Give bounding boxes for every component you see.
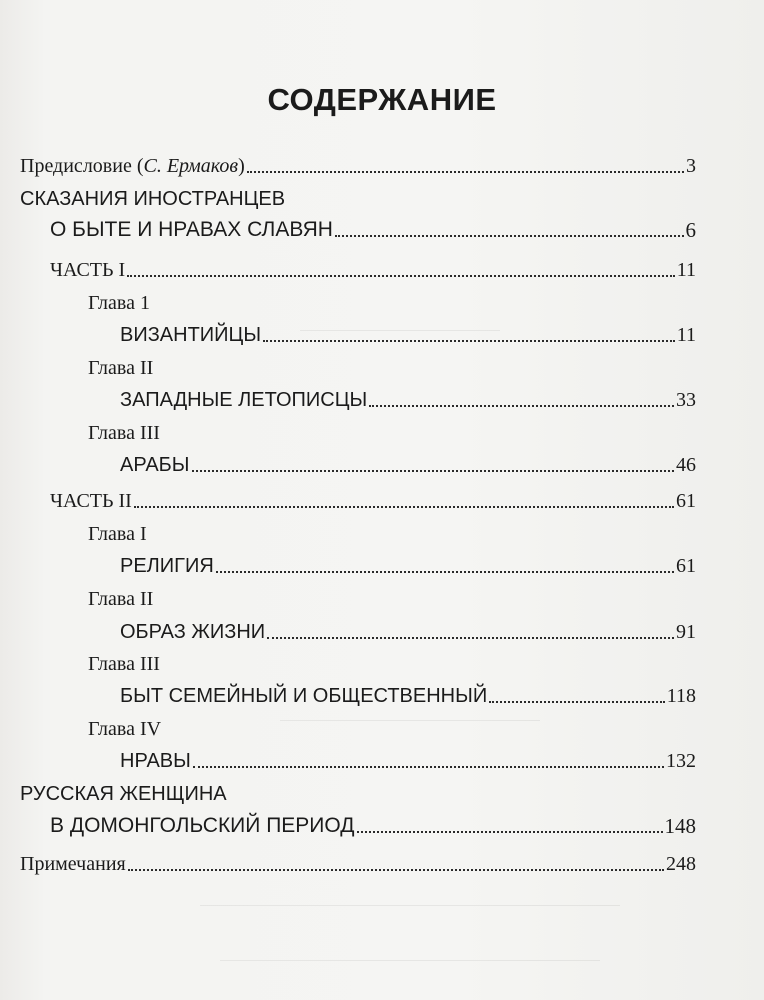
dot-leader (134, 505, 674, 508)
dot-leader (357, 830, 663, 833)
toc-page-number: 6 (685, 218, 696, 242)
toc-page-number: 11 (676, 324, 696, 346)
toc-entry-label: АРАБЫ (120, 454, 190, 476)
chapter-heading: Глава III (88, 422, 160, 444)
toc-entry-chapter (120, 743, 696, 773)
toc-entry-part-1 (50, 252, 696, 282)
dot-leader (247, 170, 684, 173)
dot-leader (489, 700, 665, 703)
chapter-heading: Глава IV (88, 718, 162, 740)
toc-entry-label: ВИЗАНТИЙЦЫ (120, 324, 262, 346)
dot-leader (128, 868, 664, 871)
toc-entry-section-1 (50, 212, 696, 242)
toc-entry-label: Предисловие (С. Ермаков) (20, 155, 245, 177)
toc-entry-label: ЗАПАДНЫЕ ЛЕТОПИСЦЫ (120, 389, 368, 411)
toc-entry-chapter (120, 447, 696, 477)
toc-entry-label: НРАВЫ (120, 750, 191, 772)
dot-leader (335, 234, 684, 237)
toc-entry-label: ЧАСТЬ II (50, 490, 132, 512)
dot-leader (369, 404, 674, 407)
toc-entry-notes (20, 846, 696, 876)
toc-entry-label: Примечания (20, 853, 126, 875)
toc-page-number: 3 (686, 155, 696, 177)
dot-leader (267, 636, 674, 639)
section-title-line: РУССКАЯ ЖЕНЩИНА (20, 783, 227, 805)
toc-entry-label: БЫТ СЕМЕЙНЫЙ И ОБЩЕСТВЕННЫЙ (120, 685, 488, 707)
dot-leader (216, 570, 674, 573)
dot-leader (193, 765, 664, 768)
chapter-heading: Глава II (88, 357, 154, 379)
toc-page-number: 248 (666, 853, 696, 875)
toc-page-number: 91 (676, 621, 696, 643)
toc-page-number: 61 (676, 555, 696, 577)
toc-entry-label: ОБРАЗ ЖИЗНИ (120, 621, 266, 643)
toc-page-number: 61 (676, 490, 696, 512)
toc-page-number: 118 (666, 685, 696, 707)
chapter-heading: Глава I (88, 523, 147, 545)
toc-entry-section-2 (50, 808, 696, 838)
chapter-heading: Глава III (88, 653, 160, 675)
toc-entry-label: РЕЛИГИЯ (120, 555, 214, 577)
show-through-line (200, 905, 620, 906)
dot-leader (127, 274, 675, 277)
dot-leader (192, 469, 674, 472)
page-title: СОДЕРЖАНИЕ (267, 82, 497, 117)
show-through-line (280, 720, 540, 721)
toc-page-number: 46 (676, 454, 696, 476)
toc-page-number: 11 (676, 259, 696, 281)
toc-entry-label: О БЫТЕ И НРАВАХ СЛАВЯН (50, 218, 333, 241)
toc-entry-chapter (120, 614, 696, 644)
show-through-line (220, 960, 600, 961)
preface-author: С. Ермаков (143, 155, 239, 177)
toc-page-number: 132 (666, 750, 696, 772)
dot-leader (263, 339, 675, 342)
toc-entry-chapter (120, 317, 696, 347)
toc-entry-chapter (120, 382, 696, 412)
toc-entry-preface (20, 148, 696, 178)
toc-entry-chapter (120, 548, 696, 578)
toc-page-number: 148 (664, 814, 696, 838)
toc-page-number: 33 (676, 389, 696, 411)
toc-entry-label: В ДОМОНГОЛЬСКИЙ ПЕРИОД (50, 814, 355, 837)
chapter-heading: Глава 1 (88, 292, 150, 314)
chapter-heading: Глава II (88, 588, 154, 610)
toc-entry-part-2 (50, 483, 696, 513)
section-title-line: СКАЗАНИЯ ИНОСТРАНЦЕВ (20, 188, 286, 210)
toc-entry-chapter (120, 678, 696, 708)
toc-entry-label: ЧАСТЬ I (50, 259, 126, 281)
